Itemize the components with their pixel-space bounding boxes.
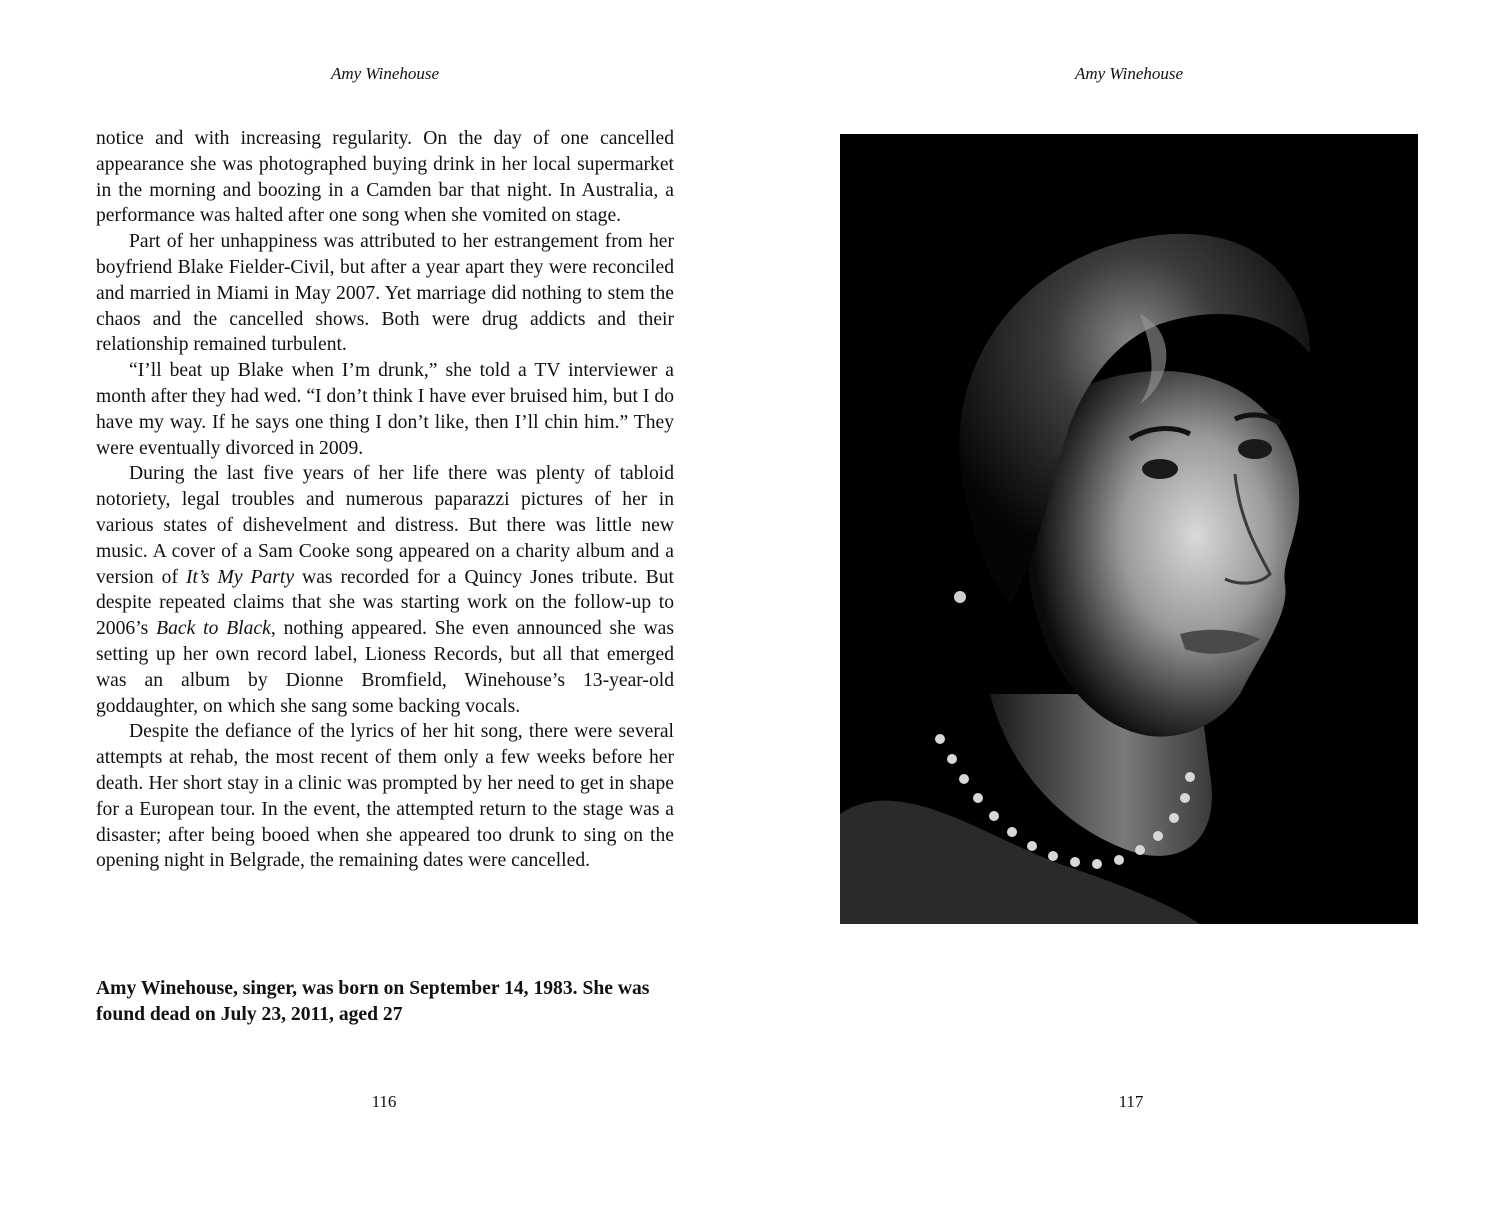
- paragraph-3-text: “I’ll beat up Blake when I’m drunk,” she told a TV interviewer a month after they had wed. “I don’t think I have ever bruised him, but I do have my way. If he says one thing I don’t like, then I’ll chin him.” They were eventually divorced in 2009.: [96, 360, 674, 459]
- earring-shape: [954, 591, 966, 603]
- portrait-photo: [840, 134, 1418, 924]
- paragraph-1-text: notice and with increasing regularity. On the day of one cancelled appearance she was photographed buying drink in her local supermarket in the morning and boozing in a Camden bar that night. In Australia, a performance was halted after one song when she vomited on stage.: [96, 128, 674, 227]
- song-title-its-my-party: It’s My Party: [185, 566, 295, 588]
- paragraph-4-text-a: During the last five years of her life there was plenty of tabloid notoriety, legal troubles and numerous paparazzi pictures of her in various states of dishevelment and distress. But there was little new music. A cover of a Sam Cooke song appeared on a charity album and a version of: [96, 463, 674, 588]
- paragraph-4: [96, 461, 674, 719]
- right-eye-shape: [1238, 439, 1272, 459]
- paragraph-2-text: Part of her unhappiness was attributed to her estrangement from her boyfriend Blake Fielder-Civil, but after a year apart they were reconciled and married in Miami in May 2007. Yet marriage did nothing to stem the chaos and the cancelled shows. Both were drug addicts and their relationship remained turbulent.: [96, 231, 674, 356]
- paragraph-5: [96, 719, 674, 874]
- paragraph-4-text-c: , nothing appeared. She even announced she was setting up her own record label, Lioness Records, but all that emerged was an album by Dionne Bromfield, Winehouse’s 13-year-old goddaughter, on which she sang some backing vocals.: [96, 618, 674, 717]
- paragraph-4-text-b: was recorded for a Quincy Jones tribute. But despite repeated claims that she was starting work on the follow-up to 2006’s: [96, 566, 674, 640]
- paragraph-2: [96, 229, 674, 358]
- running-head-left: Amy Winehouse: [330, 64, 440, 83]
- running-head-right: Amy Winehouse: [1074, 64, 1184, 83]
- body-text: [96, 126, 674, 874]
- paragraph-5-text: Despite the defiance of the lyrics of her hit song, there were several attempts at rehab, the most recent of them only a few weeks before her death. Her short stay in a clinic was prompted by her need to get in shape for a European tour. In the event, the attempted return to the stage was a disaster; after being booed when she appeared too drunk to sing on the opening night in Belgrade, the remaining dates were cancelled.: [96, 721, 674, 872]
- page-number-left: 116: [371, 1092, 397, 1111]
- album-title-back-to-black: Back to Black: [156, 618, 271, 640]
- closing-note: Amy Winehouse, singer, was born on September 14, 1983. She was found dead on July 23, 2011, aged 27: [96, 978, 650, 1025]
- paragraph-1: [96, 126, 674, 229]
- left-eye-shape: [1142, 459, 1178, 479]
- portrait-illustration: [840, 134, 1418, 924]
- paragraph-3: [96, 358, 674, 461]
- right-page: [750, 0, 1500, 1213]
- page-number-right: 117: [1118, 1092, 1144, 1111]
